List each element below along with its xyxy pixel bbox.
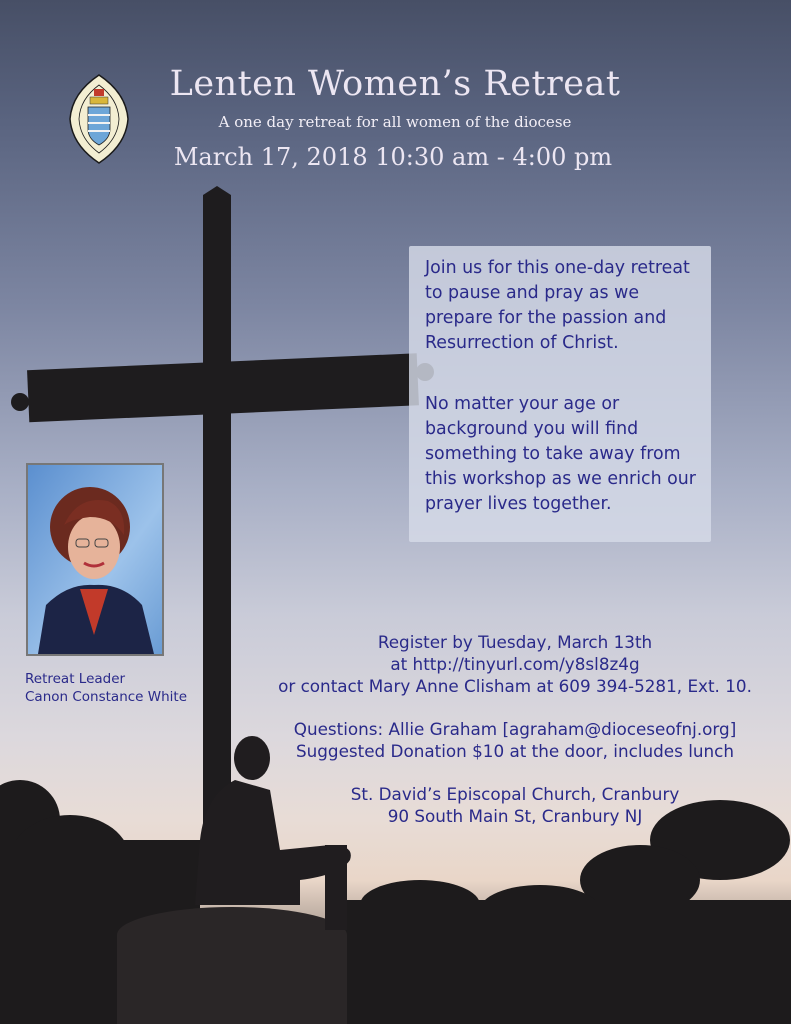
- venue-address: 90 South Main St, Cranbury NJ: [387, 806, 643, 826]
- event-datetime: March 17, 2018 10:30 am - 4:00 pm: [173, 143, 613, 171]
- event-subtitle: A one day retreat for all women of the diocese: [218, 113, 572, 131]
- register-deadline: Register by Tuesday, March 13th: [377, 632, 653, 652]
- trees-right: [340, 800, 791, 1024]
- pedestal: [117, 907, 347, 1024]
- donation-info: Suggested Donation $10 at the door, includes lunch: [295, 741, 734, 761]
- leader-photo: [26, 463, 164, 656]
- leader-name: Canon Constance White: [25, 689, 188, 705]
- register-link[interactable]: at http://tinyurl.com/y8sl8z4g: [390, 654, 640, 674]
- registration-info: [240, 631, 790, 827]
- leader-caption: [25, 670, 187, 706]
- leader-role: Retreat Leader: [25, 671, 126, 687]
- register-contact: or contact Mary Anne Clisham at 609 394-5281, Ext. 10.: [278, 676, 752, 696]
- leader-portrait-image: [28, 465, 162, 654]
- questions-contact: Questions: Allie Graham [agraham@dioceseofnj.org]: [293, 719, 737, 739]
- description-paragraph-2: No matter your age or background you will find something to take away from this workshop as we enrich our prayer lives together.: [425, 394, 696, 514]
- venue-name: St. David’s Episcopal Church, Cranbury: [350, 784, 680, 804]
- event-title: Lenten Women’s Retreat: [169, 64, 621, 104]
- description-paragraph-1: Join us for this one-day retreat to pause and pray as we prepare for the passion and Resurrection of Christ.: [425, 258, 690, 353]
- description-box: [409, 246, 711, 542]
